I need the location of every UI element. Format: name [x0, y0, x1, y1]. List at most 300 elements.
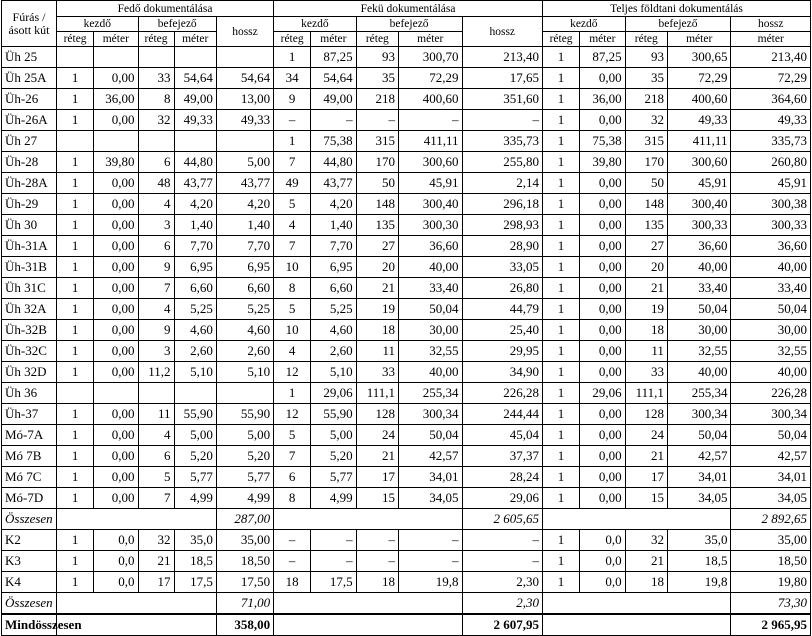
table-row — [2, 488, 811, 509]
table-cell: 213,40 — [731, 47, 811, 68]
table-row — [2, 551, 811, 572]
table-row — [2, 404, 811, 425]
table-row — [2, 194, 811, 215]
leaf-reteg: réteg — [625, 32, 667, 47]
well-name: Üh-31A — [2, 236, 57, 257]
table-cell: 7 — [274, 236, 311, 257]
table-cell: 0,00 — [94, 236, 138, 257]
table-cell: 50,04 — [399, 425, 463, 446]
table-cell: 17,50 — [216, 572, 273, 593]
table-cell: 4,99 — [311, 488, 357, 509]
table-cell: 49,00 — [311, 89, 357, 110]
table-cell — [94, 383, 138, 404]
table-cell: 11 — [356, 341, 398, 362]
table-cell: 34,05 — [731, 488, 811, 509]
table-cell: 315 — [356, 131, 398, 152]
table-cell: 28,90 — [462, 236, 543, 257]
subtotal-feku: 2 605,65 — [462, 509, 543, 530]
subtotal-fedo: 287,00 — [216, 509, 273, 530]
table-cell: 1,40 — [174, 215, 216, 236]
table-cell: 12 — [274, 404, 311, 425]
table-cell: 1 — [543, 320, 580, 341]
table-cell: 42,57 — [667, 446, 731, 467]
table-cell: 1 — [57, 173, 94, 194]
table-cell: 49,33 — [667, 110, 731, 131]
well-name: Mó-7D — [2, 488, 57, 509]
table-cell: 40,00 — [667, 362, 731, 383]
table-cell: 33,40 — [399, 278, 463, 299]
table-cell: 7 — [138, 278, 174, 299]
table-cell: 4,60 — [174, 320, 216, 341]
table-cell: 21 — [356, 278, 398, 299]
table-cell: 4 — [274, 341, 311, 362]
table-cell: 5,10 — [174, 362, 216, 383]
table-cell: 135 — [356, 215, 398, 236]
table-cell: 5,00 — [216, 425, 273, 446]
table-cell: 6 — [274, 467, 311, 488]
table-cell: 5,00 — [216, 152, 273, 173]
table-cell: 72,29 — [667, 68, 731, 89]
table-cell: 1 — [274, 47, 311, 68]
table-cell: 244,44 — [462, 404, 543, 425]
well-name: Üh 32A — [2, 299, 57, 320]
leaf-reteg: réteg — [274, 32, 311, 47]
table-cell: 35,0 — [174, 530, 216, 551]
table-cell: 0,00 — [94, 110, 138, 131]
leaf-meter: méter — [399, 32, 463, 47]
table-cell: 17,5 — [311, 572, 357, 593]
table-cell: 400,60 — [399, 89, 463, 110]
table-cell: 42,57 — [399, 446, 463, 467]
table-cell: 335,73 — [462, 131, 543, 152]
table-cell: 21 — [625, 551, 667, 572]
table-cell: – — [274, 530, 311, 551]
table-cell: 1 — [543, 131, 580, 152]
table-cell: 45,91 — [399, 173, 463, 194]
well-name: Üh-32C — [2, 341, 57, 362]
table-cell: 213,40 — [462, 47, 543, 68]
table-cell: 2,60 — [311, 341, 357, 362]
table-cell: 11,2 — [138, 362, 174, 383]
table-cell: 1 — [274, 131, 311, 152]
table-cell: 44,79 — [462, 299, 543, 320]
table-cell: 54,64 — [174, 68, 216, 89]
table-cell: 0,00 — [94, 215, 138, 236]
table-cell: 15 — [625, 488, 667, 509]
table-cell: 40,00 — [399, 362, 463, 383]
table-cell: 300,34 — [399, 404, 463, 425]
table-cell: 6,60 — [174, 278, 216, 299]
table-cell: 4,99 — [216, 488, 273, 509]
table-cell: 50,04 — [731, 425, 811, 446]
table-cell: 0,0 — [94, 530, 138, 551]
table-cell: 1 — [57, 320, 94, 341]
table-cell: 18 — [356, 320, 398, 341]
well-name: Mó 7B — [2, 446, 57, 467]
table-cell: 43,77 — [311, 173, 357, 194]
table-cell: 50,04 — [667, 299, 731, 320]
table-cell: 0,0 — [94, 551, 138, 572]
table-cell: 0,00 — [580, 173, 626, 194]
table-cell: 0,00 — [94, 425, 138, 446]
table-cell: 33,40 — [731, 278, 811, 299]
table-cell: 5,77 — [174, 467, 216, 488]
table-cell: 32 — [138, 110, 174, 131]
table-cell: – — [274, 110, 311, 131]
table-cell: 44,80 — [174, 152, 216, 173]
table-cell: 170 — [356, 152, 398, 173]
table-cell: 35,0 — [667, 530, 731, 551]
table-cell: 0,00 — [580, 404, 626, 425]
table-cell: 8 — [274, 488, 311, 509]
table-cell: 49,33 — [731, 110, 811, 131]
table-cell: – — [462, 530, 543, 551]
table-cell: 1 — [543, 446, 580, 467]
table-cell: 32 — [625, 110, 667, 131]
table-cell: 5,25 — [216, 299, 273, 320]
table-cell: 32 — [625, 530, 667, 551]
table-cell: 17 — [356, 467, 398, 488]
table-cell: 0,0 — [94, 572, 138, 593]
table-cell: 40,00 — [399, 257, 463, 278]
table-cell: 411,11 — [667, 131, 731, 152]
subtotal-label: Összesen — [2, 593, 57, 615]
table-row — [2, 467, 811, 488]
table-cell: 37,37 — [462, 446, 543, 467]
subtotal-fedo: 71,00 — [216, 593, 273, 615]
table-cell: 1 — [543, 551, 580, 572]
table-cell: 1 — [57, 488, 94, 509]
table-cell — [57, 131, 94, 152]
table-cell: 5 — [274, 194, 311, 215]
table-cell: 48 — [138, 173, 174, 194]
table-cell: 1 — [274, 383, 311, 404]
table-cell: 40,00 — [731, 362, 811, 383]
table-cell: 5,00 — [311, 425, 357, 446]
table-cell: 87,25 — [580, 47, 626, 68]
sub-befejezo: befejező — [138, 17, 216, 32]
table-cell: 8 — [138, 89, 174, 110]
table-cell: 50,04 — [667, 425, 731, 446]
table-cell: 11 — [138, 404, 174, 425]
table-cell: 226,28 — [731, 383, 811, 404]
table-cell: 4,20 — [216, 194, 273, 215]
table-cell: 33 — [625, 362, 667, 383]
table-cell: 1 — [543, 68, 580, 89]
table-cell: 218 — [625, 89, 667, 110]
table-cell: 20 — [356, 257, 398, 278]
table-cell: 34,01 — [399, 467, 463, 488]
table-cell: 0,00 — [580, 488, 626, 509]
table-cell: 33 — [138, 68, 174, 89]
well-name: Üh 36 — [2, 383, 57, 404]
table-cell: 1 — [57, 152, 94, 173]
table-cell: 4,20 — [311, 194, 357, 215]
table-cell: 1 — [543, 425, 580, 446]
table-cell: 335,73 — [731, 131, 811, 152]
table-cell: 1 — [543, 110, 580, 131]
sub-kezdo: kezdő — [274, 17, 357, 32]
table-cell: 0,00 — [94, 299, 138, 320]
table-cell: 40,00 — [731, 257, 811, 278]
table-cell: 87,25 — [311, 47, 357, 68]
table-cell: 32 — [138, 530, 174, 551]
table-cell: 45,91 — [731, 173, 811, 194]
table-cell: 32,55 — [667, 341, 731, 362]
well-name: Üh 30 — [2, 215, 57, 236]
table-cell: 0,00 — [580, 110, 626, 131]
leaf-meter: méter — [174, 32, 216, 47]
table-row — [2, 47, 811, 68]
well-name: Mó-7A — [2, 425, 57, 446]
table-cell: 43,77 — [174, 173, 216, 194]
table-cell: 0,00 — [94, 404, 138, 425]
table-cell: 1 — [57, 278, 94, 299]
table-cell: 300,34 — [667, 404, 731, 425]
total-feku: 2 607,95 — [462, 614, 543, 636]
table-cell: 5,25 — [311, 299, 357, 320]
table-cell: 255,80 — [462, 152, 543, 173]
table-cell: 25,40 — [462, 320, 543, 341]
table-cell: 298,93 — [462, 215, 543, 236]
table-cell — [174, 131, 216, 152]
table-cell: 4 — [138, 299, 174, 320]
table-cell: 226,28 — [462, 383, 543, 404]
table-cell: 300,60 — [667, 152, 731, 173]
table-cell: 0,00 — [94, 467, 138, 488]
table-cell: 9 — [138, 257, 174, 278]
table-cell: 255,34 — [399, 383, 463, 404]
table-cell: 39,80 — [580, 152, 626, 173]
table-cell: 5 — [138, 467, 174, 488]
table-cell: 33 — [356, 362, 398, 383]
sub-befejezo: befejező — [356, 17, 462, 32]
well-name: Üh-29 — [2, 194, 57, 215]
grand-total — [2, 614, 811, 636]
table-cell: 1 — [543, 299, 580, 320]
table-cell: 40,00 — [667, 257, 731, 278]
well-name: Üh-28A — [2, 173, 57, 194]
table-cell: 0,00 — [580, 236, 626, 257]
table-cell: 18,5 — [667, 551, 731, 572]
table-cell: 49,33 — [174, 110, 216, 131]
subtotal-1 — [2, 509, 811, 530]
table-cell: 1 — [543, 215, 580, 236]
table-cell: 1 — [543, 278, 580, 299]
table-body-kutak — [2, 530, 811, 593]
table-cell: 1 — [543, 236, 580, 257]
table-cell: 1 — [57, 551, 94, 572]
sub-hossz: hossz — [462, 17, 543, 47]
table-cell: 32,55 — [731, 341, 811, 362]
table-row — [2, 299, 811, 320]
table-cell: 24 — [625, 425, 667, 446]
table-cell: 36,60 — [731, 236, 811, 257]
table-cell: 1 — [543, 152, 580, 173]
table-cell: 0,00 — [94, 68, 138, 89]
table-cell: 148 — [625, 194, 667, 215]
table-cell: 300,40 — [399, 194, 463, 215]
table-cell: 0,00 — [580, 362, 626, 383]
table-row — [2, 173, 811, 194]
table-cell: 1 — [57, 89, 94, 110]
table-row — [2, 341, 811, 362]
table-cell: 2,60 — [216, 341, 273, 362]
table-cell: 18 — [356, 572, 398, 593]
table-cell: 18 — [274, 572, 311, 593]
table-cell: – — [399, 551, 463, 572]
table-cell: 7 — [138, 488, 174, 509]
table-cell: 21 — [625, 446, 667, 467]
sub-kezdo: kezdő — [543, 17, 626, 32]
table-cell: 5,25 — [174, 299, 216, 320]
table-cell: 1 — [543, 383, 580, 404]
table-cell: 315 — [625, 131, 667, 152]
table-cell: 19,8 — [399, 572, 463, 593]
well-name: Üh 25A — [2, 68, 57, 89]
table-cell: 260,80 — [731, 152, 811, 173]
table-cell: 6 — [138, 236, 174, 257]
table-body-wells — [2, 47, 811, 509]
table-cell: 0,00 — [580, 446, 626, 467]
table-cell: 0,00 — [94, 257, 138, 278]
table-cell — [94, 131, 138, 152]
table-cell: 0,00 — [580, 341, 626, 362]
table-cell: 1 — [57, 404, 94, 425]
table-cell: 300,34 — [731, 404, 811, 425]
table-cell: 19 — [356, 299, 398, 320]
table-cell: 30,00 — [667, 320, 731, 341]
table-cell: 34,05 — [667, 488, 731, 509]
total-label: Mindösszesen — [2, 614, 57, 636]
table-cell: – — [399, 110, 463, 131]
sub-befejezo: befejező — [625, 17, 731, 32]
table-row — [2, 383, 811, 404]
group-fedo: Fedő dokumentálása — [57, 1, 274, 17]
table-cell: 29,95 — [462, 341, 543, 362]
table-cell: 6 — [138, 152, 174, 173]
subtotal-2 — [2, 593, 811, 615]
sub-kezdo: kezdő — [57, 17, 139, 32]
table-cell: 7,70 — [174, 236, 216, 257]
table-cell: 5,00 — [174, 425, 216, 446]
table-row — [2, 446, 811, 467]
table-cell: 35,00 — [731, 530, 811, 551]
table-cell: 34,01 — [667, 467, 731, 488]
table-cell: 6,95 — [174, 257, 216, 278]
table-cell: 72,29 — [731, 68, 811, 89]
leaf-reteg: réteg — [57, 32, 94, 47]
table-row — [2, 530, 811, 551]
table-cell: 1 — [57, 467, 94, 488]
table-cell: 2,30 — [462, 572, 543, 593]
table-cell: 36,60 — [667, 236, 731, 257]
table-cell: 4,60 — [311, 320, 357, 341]
group-feku: Fekü dokumentálása — [274, 1, 543, 17]
table-cell: 50 — [625, 173, 667, 194]
table-cell: 4,60 — [216, 320, 273, 341]
table-cell: 34,01 — [731, 467, 811, 488]
table-row — [2, 257, 811, 278]
table-cell: 49,00 — [174, 89, 216, 110]
table-cell: 411,11 — [399, 131, 463, 152]
table-cell: 300,65 — [667, 47, 731, 68]
table-cell: 1 — [57, 530, 94, 551]
table-cell: 9 — [274, 89, 311, 110]
table-cell: 11 — [625, 341, 667, 362]
table-cell: 300,33 — [667, 215, 731, 236]
table-cell: 55,90 — [311, 404, 357, 425]
table-cell: 1 — [543, 173, 580, 194]
subtotal-teljes: 2 892,65 — [731, 509, 811, 530]
table-cell: 18,50 — [216, 551, 273, 572]
table-cell: 300,38 — [731, 194, 811, 215]
table-cell: 1 — [543, 47, 580, 68]
leaf-reteg: réteg — [138, 32, 174, 47]
table-cell: 4,20 — [174, 194, 216, 215]
sub-hossz: hossz — [216, 17, 273, 47]
table-row — [2, 68, 811, 89]
table-cell: 45,04 — [462, 425, 543, 446]
table-cell: 50 — [356, 173, 398, 194]
table-cell: 148 — [356, 194, 398, 215]
table-cell: 29,06 — [311, 383, 357, 404]
table-cell: 21 — [625, 278, 667, 299]
table-cell: 1 — [543, 488, 580, 509]
table-cell: 1 — [543, 194, 580, 215]
table-cell: 128 — [356, 404, 398, 425]
table-cell: 29,06 — [580, 383, 626, 404]
table-cell: 1 — [543, 257, 580, 278]
table-cell: 1 — [543, 362, 580, 383]
table-cell — [216, 383, 273, 404]
table-cell: 1 — [57, 341, 94, 362]
well-name: Üh-37 — [2, 404, 57, 425]
table-cell: 0,00 — [94, 488, 138, 509]
leaf-meter: méter — [94, 32, 138, 47]
table-cell: 5 — [274, 299, 311, 320]
table-row — [2, 320, 811, 341]
well-name: K2 — [2, 530, 57, 551]
table-cell: 29,06 — [462, 488, 543, 509]
well-name: Üh-31B — [2, 257, 57, 278]
table-cell: 1 — [57, 362, 94, 383]
table-cell: 0,00 — [580, 278, 626, 299]
table-row — [2, 110, 811, 131]
table-cell: 6,60 — [216, 278, 273, 299]
table-cell: 111,1 — [356, 383, 398, 404]
table-cell: 6,95 — [216, 257, 273, 278]
table-row — [2, 362, 811, 383]
table-cell: 300,33 — [731, 215, 811, 236]
table-cell: 0,00 — [580, 215, 626, 236]
table-cell — [138, 131, 174, 152]
table-cell: 351,60 — [462, 89, 543, 110]
table-cell: 1 — [57, 425, 94, 446]
table-cell: 400,60 — [667, 89, 731, 110]
table-cell: 255,34 — [667, 383, 731, 404]
table-cell: 0,00 — [94, 278, 138, 299]
well-name: Üh 32D — [2, 362, 57, 383]
table-cell: 8 — [274, 278, 311, 299]
table-cell: 4 — [138, 425, 174, 446]
leaf-meter: méter — [667, 32, 731, 47]
table-cell: 300,70 — [399, 47, 463, 68]
table-cell: 170 — [625, 152, 667, 173]
group-teljes: Teljes földtani dokumentálás — [543, 1, 811, 17]
table-cell: 49 — [274, 173, 311, 194]
table-cell — [57, 383, 94, 404]
